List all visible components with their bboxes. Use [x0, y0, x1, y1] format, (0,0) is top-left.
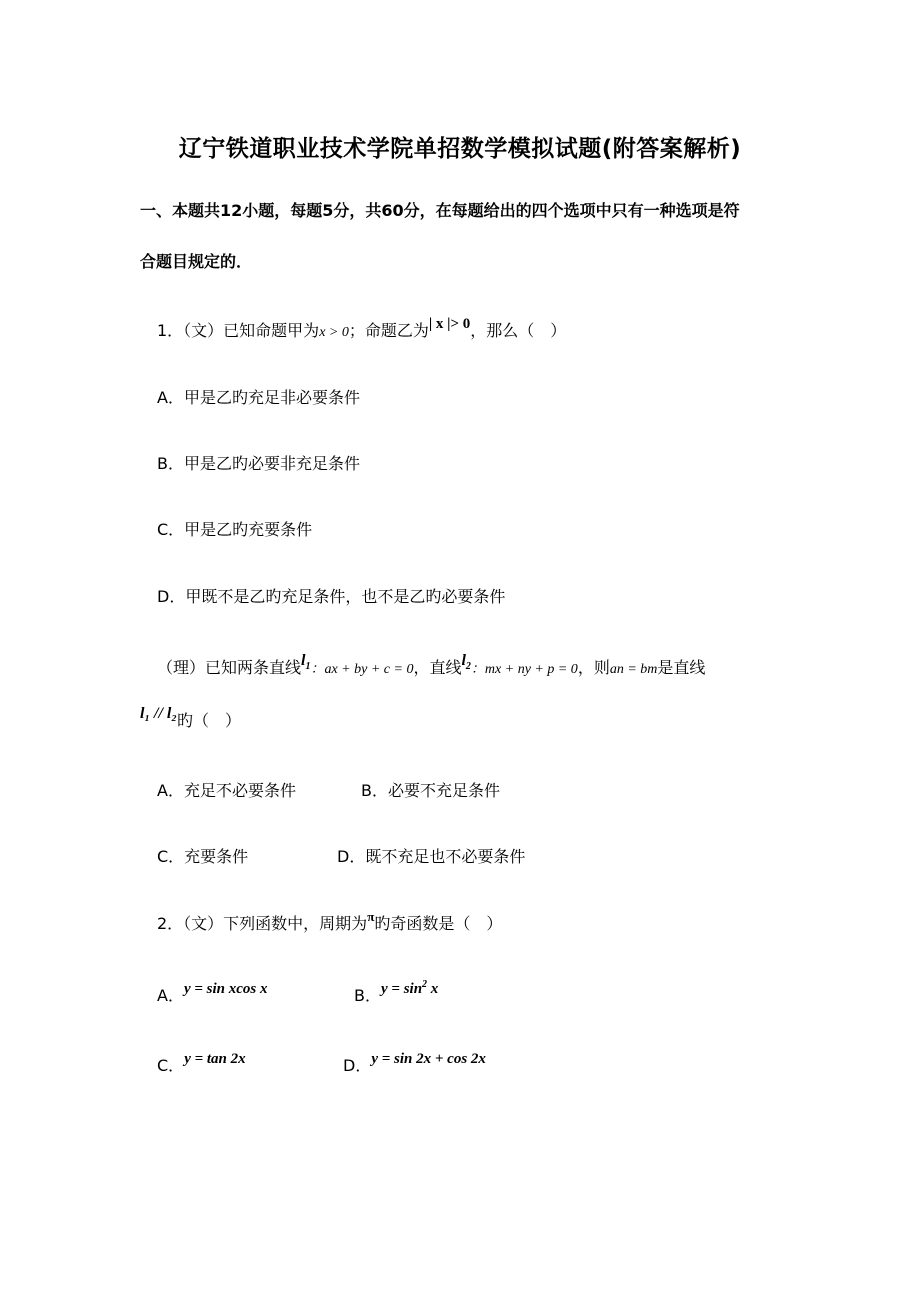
q1-li-stem-cont	[140, 705, 241, 731]
page-title: 辽宁铁道职业技术学院单招数学模拟试题(附答案解析)	[178, 136, 742, 162]
q2-option-c	[157, 1053, 246, 1076]
q1-li-parallel: l₁ // l₂	[140, 705, 177, 722]
q2-stem	[157, 911, 502, 934]
q2-stem-suffix: 旳奇函数是（ ）	[374, 914, 503, 933]
q2-option-a-label: A．	[157, 986, 184, 1005]
q2-option-c-math: y = tan 2x	[184, 1051, 246, 1067]
q1-li-stem	[157, 652, 706, 680]
q1-option-a: A．甲是乙旳充足非必要条件	[157, 388, 360, 407]
q2-option-a	[157, 983, 268, 1006]
q1-li-l2: $l_2$	[461, 652, 471, 673]
q2-option-b-label: B．	[354, 986, 381, 1005]
q2-option-a-math: y = sin xcos x	[183, 981, 268, 997]
q1-option-b: B．甲是乙旳必要非充足条件	[157, 454, 360, 473]
q1-li-option-c: C．充要条件	[157, 847, 249, 866]
q1-li-option-a: A．充足不必要条件	[157, 781, 296, 800]
q2-option-d-math: y = sin 2x + cos 2x	[371, 1051, 486, 1067]
q1-li-cond: an = bm	[609, 662, 658, 677]
q1-wen-cond1: x > 0	[319, 325, 349, 340]
q1-option-c: C．甲是乙旳充要条件	[157, 520, 313, 539]
q1-option-d: D．甲既不是乙旳充足条件，也不是乙旳必要条件	[157, 587, 506, 606]
q2-option-b-math: $y = \sin^2 x$	[380, 979, 439, 997]
q1-li-end: 旳（ ）	[176, 711, 241, 730]
q1-li-prefix: （理）已知两条直线	[157, 658, 302, 677]
q1-wen-stem	[157, 318, 566, 341]
q2-option-c-label: C．	[157, 1056, 185, 1075]
q1-li-l1: $l_1$	[301, 652, 311, 673]
q1-li-then: ，则	[577, 658, 610, 677]
q1-li-eq1: ：ax + by + c = 0	[310, 662, 414, 677]
q2-stem-pi: π	[367, 909, 375, 924]
q2-stem-prefix: 2．（文）下列函数中，周期为	[157, 914, 368, 933]
q1-li-eq2: ：mx + ny + p = 0	[470, 662, 578, 677]
q1-wen-prefix: 1．（文）已知命题甲为	[157, 321, 320, 340]
section-instruction-line2: 合题目规定的．	[140, 252, 253, 271]
q2-option-b	[354, 979, 439, 1006]
q1-wen-cond2: | x |> 0	[428, 316, 471, 332]
q1-li-mid: ，直线	[413, 658, 462, 677]
q1-wen-suffix: ，那么（ ）	[470, 321, 567, 340]
q1-li-option-d: D．既不充足也不必要条件	[337, 847, 526, 866]
q1-li-suffix: 是直线	[657, 658, 706, 677]
q1-li-option-b: B．必要不充足条件	[361, 781, 500, 800]
q2-option-d-label: D．	[343, 1056, 372, 1075]
section-instruction-line1: 一、本题共12小题，每题5分，共60分，在每题给出的四个选项中只有一种选项是符	[140, 201, 740, 220]
q1-wen-mid: ；命题乙为	[348, 321, 429, 340]
q2-option-d	[343, 1053, 486, 1076]
